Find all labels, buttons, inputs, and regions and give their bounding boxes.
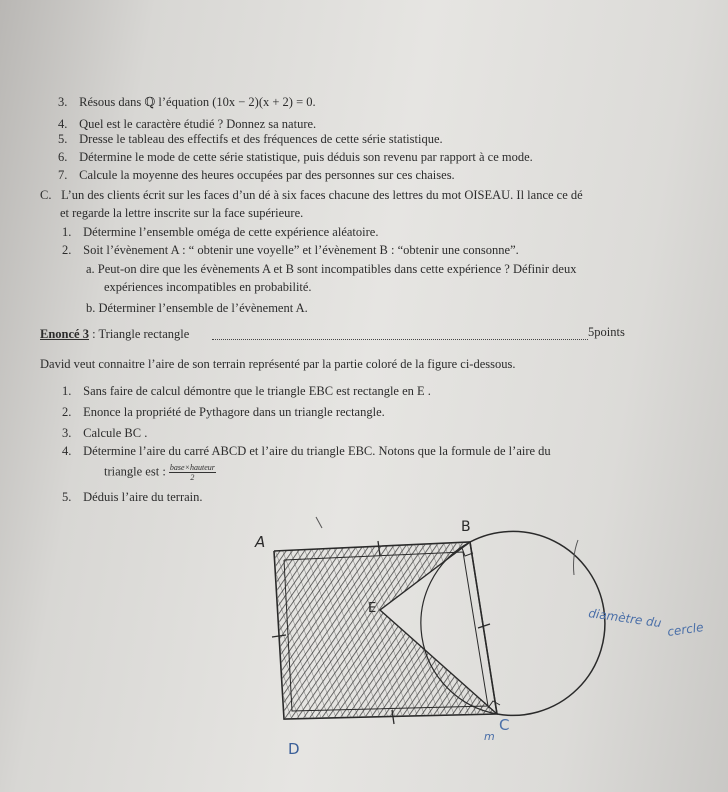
enonce3-item-4: 4. Détermine l’aire du carré ABCD et l’aire du triangle EBC. Notons que la formule de l’aire du: [62, 444, 551, 458]
label-b: B: [461, 519, 471, 535]
enonce3-formula-line: triangle est : $\frac{\text{base×hauteur}}{2}$: [104, 463, 215, 482]
hand-mark: m: [484, 730, 495, 743]
label-a: A: [255, 533, 266, 551]
section-c-sub-a-line1: a. Peut-on dire que les évènements A et B sont incompatibles dans cette expérience ? Définir deux: [86, 262, 577, 276]
pen-mark-top: [316, 517, 322, 528]
enonce3-item-2: 2. Enonce la propriété de Pythagore dans un triangle rectangle.: [62, 405, 385, 419]
handwritten-note-1: diamètre du: [587, 606, 663, 631]
shaded-terrain-overlay: [275, 543, 497, 718]
label-e: E: [368, 601, 377, 616]
enonce3-item-1: 1. Sans faire de calcul démontre que le triangle EBC est rectangle en E .: [62, 384, 431, 398]
section-c-line2: et regarde la lettre inscrite sur la face supérieure.: [60, 206, 304, 220]
enonce3-item-5: 5. Déduis l’aire du terrain.: [62, 490, 203, 504]
area-formula: $\frac{\text{base×hauteur}}{2}$: [169, 463, 215, 482]
question-3: 3. Résous dans ℚ l’équation (10x − 2)(x + 2) = 0.: [58, 95, 316, 109]
question-7: 7. Calcule la moyenne des heures occupées par des personnes sur ces chaises.: [58, 168, 455, 182]
enonce3-points: 5points: [588, 325, 625, 339]
circle-bc: [470, 531, 605, 715]
enonce3-header: Enoncé 3 : Triangle rectangle: [40, 327, 190, 341]
label-d: D: [288, 740, 300, 758]
label-c: C: [499, 716, 510, 734]
section-c-item-1: 1. Détermine l’ensemble oméga de cette expérience aléatoire.: [62, 225, 379, 239]
section-c-line1: C. L’un des clients écrit sur les faces d’un dé à six faces chacune des lettres du mot OISEAU. Il lance ce dé: [40, 188, 583, 202]
question-5: 5. Dresse le tableau des effectifs et des fréquences de cette série statistique.: [58, 132, 443, 146]
section-c-sub-b: b. Déterminer l’ensemble de l’évènement A.: [86, 301, 308, 315]
enonce3-intro: David veut connaitre l’aire de son terrain représenté par la partie coloré de la figure ci-dessous.: [40, 357, 516, 371]
enonce3-item-3: 3. Calcule BC .: [62, 426, 148, 440]
handwritten-note-2: cercle: [666, 620, 705, 639]
section-c-item-2: 2. Soit l’évènement A : “ obtenir une voyelle” et l’évènement B : “obtenir une consonne”.: [62, 243, 519, 257]
section-c-sub-a-line2: expériences incompatibles en probabilité.: [104, 280, 312, 294]
question-6: 6. Détermine le mode de cette série statistique, puis déduis son revenu par rapport à ce mode.: [58, 150, 533, 164]
diameter-bc: [470, 542, 497, 714]
question-4: 4. Quel est le caractère étudié ? Donnez sa nature.: [58, 117, 317, 131]
